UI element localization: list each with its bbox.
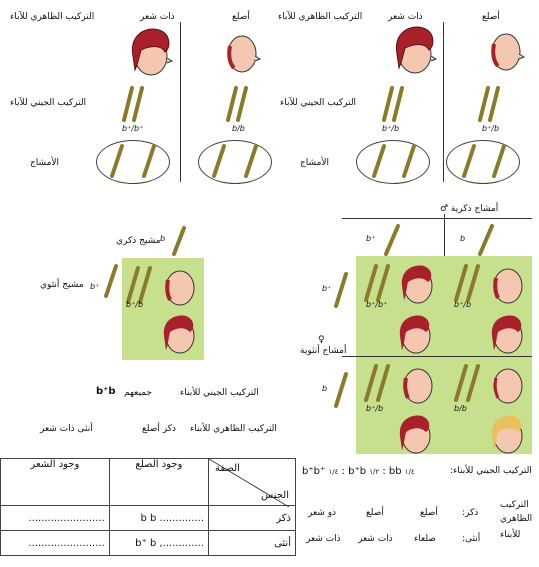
punnett-2-genotype: b⁺/b: [454, 300, 472, 309]
offspring-genotype-right-label: التركيب الجيني للأبناء:: [450, 466, 532, 476]
divider-right: [443, 22, 444, 182]
phenotype-right-3: للأبناء: [500, 530, 521, 540]
table-male-hair: [1, 506, 110, 531]
ratio-bb-frac: ١/٤: [404, 468, 415, 476]
table-female-hair: [1, 531, 110, 556]
table-male-label: ذكر: [209, 506, 296, 531]
bald-head-icon: [222, 28, 262, 78]
haired-head-icon-right: [388, 22, 440, 78]
bald-right-2: أصلع: [366, 508, 384, 518]
male-gamete-left-b: b: [160, 234, 166, 243]
haired-female-right-1: ذات شعر: [358, 534, 393, 544]
table-female-baldness-value: b⁺ b ,.............: [135, 537, 204, 549]
male-gamete-bplus: b⁺: [366, 234, 376, 243]
punnett-top-line: [342, 218, 532, 219]
punnett-cell-4-female-icon: [484, 412, 528, 456]
male-gamete-chromosome-icon: [472, 222, 502, 258]
punnett-1-genotype: b⁺/b⁺: [366, 300, 388, 309]
punnett-cell-2-female-icon: [484, 312, 528, 356]
gamete-chromosomes-icon: [100, 138, 170, 184]
offspring-ratios: [302, 466, 415, 477]
phenotype-right-2: الظاهري: [500, 514, 533, 524]
female-gamete-chromosome-icon: [330, 270, 354, 310]
bald-head-icon-right: [486, 26, 526, 76]
table-header-corner: [209, 459, 296, 506]
ratio-bpbp: b⁺b⁺: [302, 466, 326, 477]
punnett-3-genotype: b⁺/b: [366, 404, 384, 413]
punnett-cell-3-female-icon: [392, 412, 436, 456]
ratio-sep-1: :: [341, 466, 345, 477]
haired-label-left: ذات شعر: [140, 12, 175, 22]
table-female-hair-value: ........................: [28, 537, 105, 549]
ratio-bpbp-frac: ١/٤: [328, 468, 339, 476]
female-gamete-left-bplus: b⁺: [90, 282, 100, 291]
male-label-right: ذكر:: [462, 508, 479, 518]
male-gamete-b: b: [460, 234, 466, 243]
haired-head-icon: [125, 24, 175, 80]
punnett-cell-1-female-icon: [392, 312, 436, 356]
chromosome-pair-icon: [118, 84, 148, 124]
female-label-right: أنثى:: [462, 534, 481, 544]
haired-label-right: ذات شعر: [388, 12, 423, 22]
table-hair-header: وجود الشعر: [1, 459, 110, 506]
chromosome-pair-icon: [222, 84, 252, 124]
genotype-bald-left: b/b: [232, 124, 245, 133]
female-gamete-bplus: b⁺: [322, 284, 332, 293]
genotype-haired-right: b⁺/b: [382, 124, 400, 133]
female-gamete-b: b: [322, 384, 328, 393]
punnett-cell-3-icon: [362, 360, 442, 406]
haired-female-right-2: ذات شعر: [306, 534, 341, 544]
table-baldness-header: وجود الصلع: [109, 459, 208, 506]
female-gamete-single-icon: [100, 262, 124, 300]
punnett-cell-4-icon: [452, 360, 532, 406]
female-gamete-label: مشيج أنثوي: [40, 280, 84, 290]
table-female-baldness: [109, 531, 208, 556]
bald-label-right: أصلع: [482, 12, 500, 22]
all-genotype: b⁺b: [96, 386, 116, 397]
phenotype-parents-label-right: التركيب الظاهري للآباء: [278, 12, 363, 22]
phenotype-right-1: التركيب: [500, 500, 529, 510]
gamete-chromosomes-icon: [202, 138, 272, 184]
ratio-sep-2: :: [382, 466, 386, 477]
ratio-bpb-frac: ١/٢: [369, 468, 380, 476]
offspring-genotype-label: التركيب الجيني للأبناء: [180, 388, 259, 398]
chromosome-pair-icon: [474, 84, 504, 124]
gametes-label-right: الأمشاج: [300, 158, 330, 168]
bald-label-left: أصلع: [232, 12, 250, 22]
table-trait-header: الصفة: [215, 463, 240, 474]
gametes-label-left: الأمشاج: [30, 158, 60, 168]
offspring-phenotype-label: التركيب الظاهري للأبناء: [190, 424, 277, 434]
ratio-bb: bb: [388, 466, 402, 477]
gamete-chromosomes-icon: [450, 138, 520, 184]
bald-male-label: ذكر أصلع: [142, 424, 177, 434]
genotype-bald-right: b⁺/b: [482, 124, 500, 133]
bald-right-1: أصلع: [420, 508, 438, 518]
male-gametes-label: أمشاج ذكرية ♂: [440, 204, 499, 214]
table-male-baldness: [109, 506, 208, 531]
genotype-parents-label-left: التركيب الجيني للآباء: [10, 98, 87, 108]
divider-left: [180, 22, 181, 182]
cross-result-female-icon: [156, 312, 200, 356]
table-male-baldness-value: b b ..............: [140, 512, 204, 524]
all-label: جميعهم: [124, 388, 152, 398]
ratio-bpb: b⁺b: [348, 466, 367, 477]
traits-table: [0, 458, 296, 556]
female-gamete-chromosome-icon: [330, 370, 354, 410]
genotype-parents-label-right: التركيب الجيني للآباء: [280, 98, 357, 108]
chromosome-pair-icon: [378, 84, 408, 124]
male-gamete-single-icon: [168, 224, 192, 258]
female-symbol: ♀: [318, 335, 325, 345]
cross-result-genotype: b⁺/b: [126, 300, 144, 309]
haired-female-label: أنثى ذات شعر: [40, 424, 93, 434]
punnett-mid-line: [342, 356, 532, 357]
phenotype-parents-label-left: التركيب الظاهري للآباء: [10, 12, 95, 22]
genotype-haired-left: b⁺/b⁺: [122, 124, 144, 133]
male-gamete-chromosome-icon: [378, 222, 408, 258]
gamete-chromosomes-icon: [360, 138, 430, 184]
female-gametes-label: أمشاج أنثوية: [300, 346, 347, 356]
table-sex-header: الجنس: [260, 490, 289, 501]
male-gamete-label: مشيج ذكري: [116, 236, 161, 246]
bald-female-right: صلعاء: [414, 534, 436, 544]
punnett-4-genotype: b/b: [454, 404, 467, 413]
table-female-label: أنثى: [209, 531, 296, 556]
haired-right-m: ذو شعر: [308, 508, 337, 518]
table-male-hair-value: ........................: [28, 512, 105, 524]
